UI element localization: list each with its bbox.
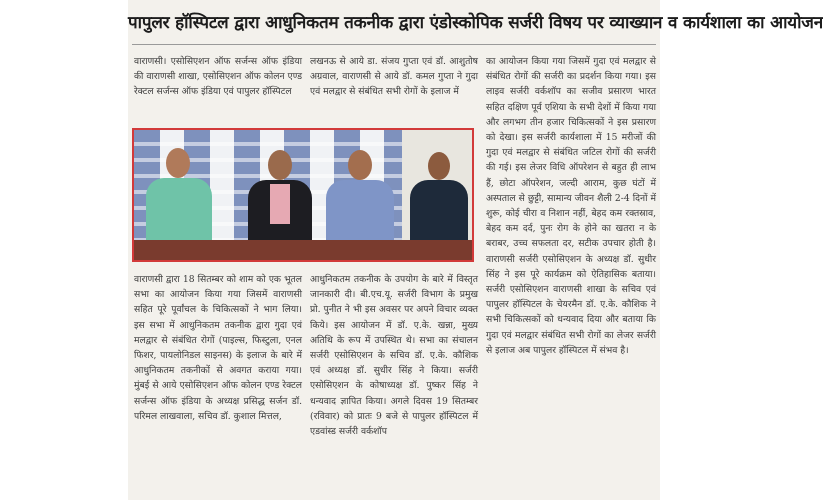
article-column-3 [486, 54, 656, 494]
photo-table [134, 240, 472, 260]
person-2 [244, 150, 316, 248]
column-1-top-text: वाराणसी। एसोसिएशन ऑफ सर्जन्स ऑफ इंडिया की वाराणसी शाखा, एसोसिएशन ऑफ कोलन एण्ड रेक्टल सर्जन्स ऑफ इंडिया एवं पापुलर हॉस्पिटल [134, 56, 302, 98]
article-headline: पापुलर हॉस्पिटल द्वारा आधुनिकतम तकनीक द्वारा एंडोस्कोपिक सर्जरी विषय पर व्याख्यान व कार्यशाला का आयोजन [128, 13, 823, 33]
person-4 [408, 152, 470, 248]
article-column-2-bottom [310, 272, 478, 494]
column-2-bottom-text: आधुनिकतम तकनीक के उपयोग के बारे में विस्तृत जानकारी दी। बी.एच.यू. सर्जरी विभाग के प्रमुख प्रो. पुनीत ने भी इस अवसर पर अपने विचार व्यक्त किये। इस आयोजन में डॉ. ए.के. खन्ना, मुख्य अतिथि के रूप में उपस्थित थे। सभा का संचालन सर्जरी एसोसिएशन के सचिव डॉ. ए.के. कौशिक एवं अध्यक्ष डॉ. सुधीर सिंह ने किया। सर्जरी एसोसिएशन के कोषाध्यक्ष डॉ. पुष्कर सिंह ने धन्यवाद ज्ञापित किया। अगले दिवस 19 सितम्बर (रविवार) को प्रातः 9 बजे से पापुलर हॉस्पिटल में एडवांस्ड सर्जरी वर्कशॉप [310, 274, 478, 438]
column-1-bottom-text: वाराणसी द्वारा 18 सितम्बर को शाम को एक भूतल सभा का आयोजन किया गया जिसमें वाराणसी सहित पूरे पूर्वांचल के चिकित्सकों ने भाग लिया। इस सभा में आधुनिकतम तकनीक द्वारा गुदा एवं मलद्वार से संबंधित रोगों (पाइल्स, फिस्टुला, एनल फिशर, पायलोनिडल साइनस) के इलाज के बारे में आधुनिकतम तकनीकों से अवगत कराया गया। मुंबई से आये एसोसिएशन ऑफ कोलन एण्ड रेक्टल सर्जन्स ऑफ इंडिया के अध्यक्ष प्रसिद्ध सर्जन डॉ. परिमल लाखवाला, सचिव डॉ. कुशाल मित्तल, [134, 274, 302, 422]
article-column-1-bottom [134, 272, 302, 494]
article-column-2-top [310, 54, 478, 126]
person-1 [142, 148, 214, 248]
newspaper-clipping [128, 0, 823, 500]
headline-rule [132, 44, 656, 45]
column-2-top-text: लखनऊ से आये डा. संजय गुप्ता एवं डॉ. आशुतोष अग्रवाल, वाराणसी से आये डॉ. कमल गुप्ता ने गुदा एवं मलद्वार से संबंधित सभी रोगों के इलाज में [310, 56, 478, 98]
press-conference-photo [132, 128, 474, 262]
column-3-text: का आयोजन किया गया जिसमें गुदा एवं मलद्वार से संबंधित रोगों की सर्जरी का प्रदर्शन किया गया। इस लाइव सर्जरी वर्कशॉप का सजीव प्रसारण भारत सहित दक्षिण पूर्व एशिया के सभी देशों में किया गया और लगभग तीन हजार चिकित्सकों ने इस प्रसारण को देखा। इस सर्जरी कार्यशाला में 15 मरीजों की गुदा एवं मलद्वार से संबंधित जटिल रोगों की सर्जरी की गई। इस लेजर विधि ऑपरेशन से बहुत ही लाभ हैं, छोटा ऑपरेशन, जल्दी आराम, कुछ घंटों में अस्पताल से छुट्टी, सामान्य जीवन शैली 2-4 दिनों में शुरू, कोई चीरा व निशान नहीं, बेहद कम रक्तस्राव, बेहद कम दर्द, पुनः रोग के होने का खतरा न के बराबर, उच्च सफलता दर, सटीक उपचार होती है। वाराणसी सर्जरी एसोसिएशन के अध्यक्ष डॉ. सुधीर सिंह ने इस पूरे कार्यक्रम को ऐतिहासिक बताया। सर्जरी एसोसिएशन वाराणसी शाखा के सचिव एवं पापुलर हॉस्पिटल के चेयरमैन डॉ. ए.के. कौशिक ने सभी चिकित्सकों को धन्यवाद दिया और बताया कि गुदा एवं मलद्वार संबंधित सभी रोगों का लेजर सर्जरी से इलाज अब पापुलर हॉस्पिटल में संभव है। [486, 56, 656, 356]
article-column-1-top [134, 54, 302, 126]
person-3 [324, 150, 396, 248]
